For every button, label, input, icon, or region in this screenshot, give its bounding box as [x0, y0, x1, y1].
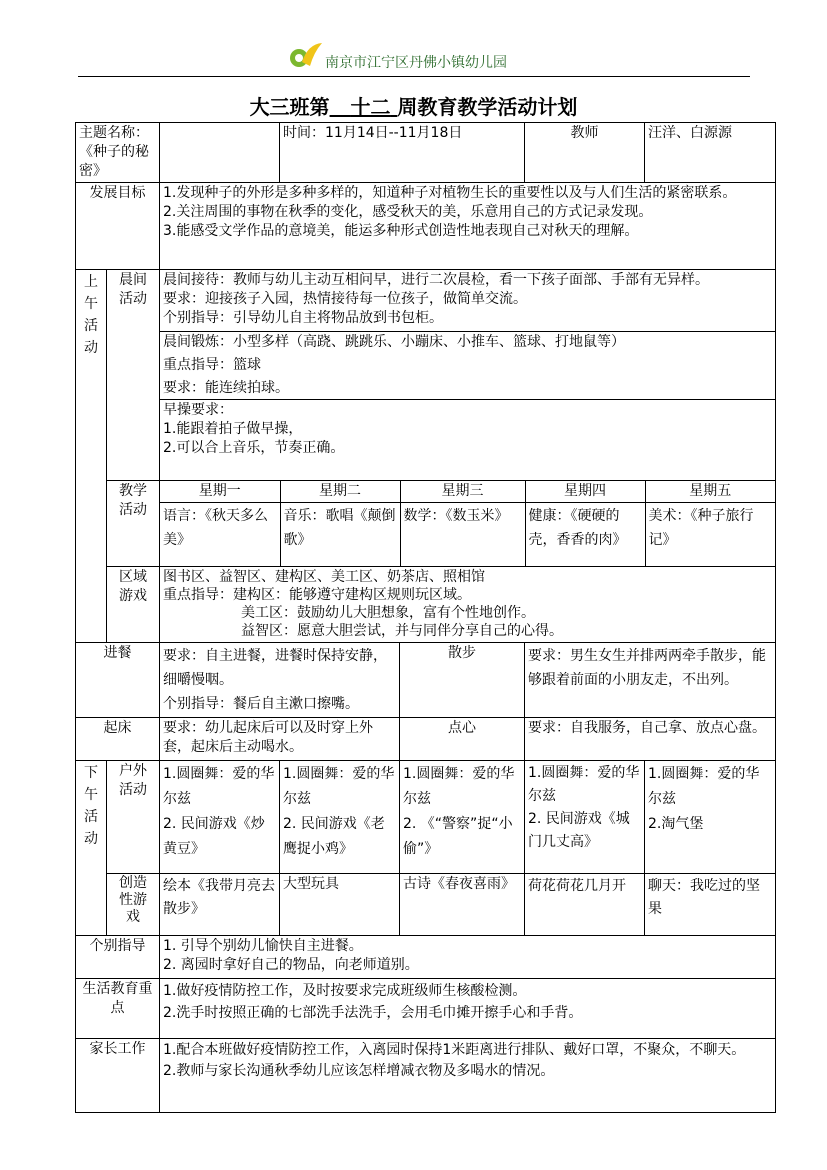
teaching-activity-label: 教学活动 [107, 481, 160, 567]
creative-monday: 绘本《我带月亮去散步》 [160, 873, 280, 935]
teaching-wednesday: 数学：《数玉米》 [400, 503, 525, 566]
parents-work-label: 家长工作 [76, 1038, 160, 1112]
teaching-thursday: 健康：《硬硬的壳，香香的肉》 [525, 503, 645, 566]
theme-cell-cont [160, 123, 280, 183]
walk-label: 散步 [400, 642, 525, 717]
outdoor-friday: 1.圆圈舞：爱的华尔兹 2.淘气堡 [645, 760, 776, 873]
weekday-thursday: 星期四 [525, 481, 645, 503]
outdoor-thursday: 1.圆圈舞：爱的华尔兹 2. 民间游戏《城门几丈高》 [525, 760, 645, 873]
kindergarten-logo-icon [288, 40, 324, 70]
time-cell: 时间：11月14日--11月18日 [280, 123, 525, 183]
morning-activity-content: 晨间接待：教师与幼儿主动互相问早，进行二次晨检，看一下孩子面部、手部有无异样。 要求：迎接孩子入园，热情接待每一位孩子，做简单交流。 个别指导：引导幼儿自主将物品放到书包柜。 晨间锻炼：小型多样（高跷、跳跳乐、小蹦床、小推车、篮球、打地鼠等） 重点指导：篮球 要求：能连续拍球。 早操要求： 1.能跟着拍子做早操， 2.可以合上音乐，节奏正确。 [160, 270, 776, 481]
outdoor-wednesday: 1.圆圈舞：爱的华尔兹 2. 《“警察”捉“小偷”》 [400, 760, 525, 873]
area-game-content: 图书区、益智区、建构区、美工区、奶茶店、照相馆 重点指导：建构区：能够遵守建构区规则玩区域。 美工区：鼓励幼儿大胆想象，富有个性地创作。 益智区：愿意大胆尝试，并与同伴分享自己的心得。 [160, 566, 776, 642]
week-number: 十二 [350, 95, 391, 119]
creative-game-label: 创造性游戏 [107, 873, 160, 935]
outdoor-monday: 1.圆圈舞：爱的华尔兹 2. 民间游戏《炒黄豆》 [160, 760, 280, 873]
wakeup-label: 起床 [76, 717, 160, 760]
teaching-week [160, 481, 776, 567]
wakeup-content: 要求：幼儿起床后可以及时穿上外套，起床后主动喝水。 [160, 717, 400, 760]
weekday-monday: 星期一 [160, 481, 280, 503]
goals-content: 1.发现种子的外形是多种多样的，知道种子对植物生长的重要性以及与人们生活的紧密联系。 2.关注周围的事物在秋季的变化，感受秋天的美，乐意用自己的方式记录发现。 3.能感受文学作品的意境美，能运多种形式创造性地表现自己对秋天的理解。 [160, 183, 776, 270]
weekday-tuesday: 星期二 [280, 481, 400, 503]
school-name: 南京市江宁区丹佛小镇幼儿园 [325, 55, 507, 71]
teaching-friday: 美术：《种子旅行记》 [645, 503, 775, 566]
page-title: 大三班第 十二 周教育教学活动计划 [249, 95, 578, 119]
outdoor-activity-label: 户外活动 [107, 760, 160, 873]
weekday-friday: 星期五 [645, 481, 775, 503]
teaching-tuesday: 音乐：歌唱《颠倒歌》 [280, 503, 400, 566]
walk-content: 要求：男生女生并排两两牵手散步，能够跟着前面的小朋友走，不出列。 [525, 642, 776, 717]
weekday-wednesday: 星期三 [400, 481, 525, 503]
morning-activity-label: 晨间活动 [107, 270, 160, 481]
snack-label: 点心 [400, 717, 525, 760]
snack-content: 要求：自我服务，自己拿、放点心盘。 [525, 717, 776, 760]
individual-guidance-label: 个别指导 [76, 935, 160, 978]
goals-label: 发展目标 [76, 183, 160, 270]
page-header [78, 38, 750, 77]
creative-tuesday: 大型玩具 [280, 873, 400, 935]
life-education-content: 1.做好疫情防控工作，及时按要求完成班级师生核酸检测。 2.洗手时按照正确的七部洗手法洗手，会用毛巾摊开擦手心和手背。 [160, 978, 776, 1038]
area-game-label: 区域游戏 [107, 566, 160, 642]
morning-section-label: 上午活动 [76, 270, 107, 643]
afternoon-section-label: 下午活动 [76, 760, 107, 935]
outdoor-tuesday: 1.圆圈舞：爱的华尔兹 2. 民间游戏《老鹰捉小鸡》 [280, 760, 400, 873]
individual-guidance-content: 1. 引导个别幼儿愉快自主进餐。 2. 离园时拿好自己的物品，向老师道别。 [160, 935, 776, 978]
teaching-monday: 语言：《秋天多么美》 [163, 508, 268, 548]
creative-thursday: 荷花荷花几月开 [525, 873, 645, 935]
creative-wednesday: 古诗《春夜喜雨》 [400, 873, 525, 935]
teacher-names: 汪洋、白源源 [645, 123, 776, 183]
creative-friday: 聊天：我吃过的坚果 [645, 873, 776, 935]
life-education-label: 生活教育重点 [76, 978, 160, 1038]
meal-label: 进餐 [76, 642, 160, 717]
theme-cell: 主题名称：《种子的秘密》 [76, 123, 160, 183]
teacher-label: 教师 [525, 123, 645, 183]
parents-work-content: 1.配合本班做好疫情防控工作，入离园时保持1米距离进行排队、戴好口罩，不聚众，不聊天。 2.教师与家长沟通秋季幼儿应该怎样增减衣物及多喝水的情况。 [160, 1038, 776, 1112]
meal-content: 要求：自主进餐，进餐时保持安静，细嚼慢咽。 个别指导：餐后自主漱口擦嘴。 [160, 642, 400, 717]
plan-table [75, 122, 776, 1113]
